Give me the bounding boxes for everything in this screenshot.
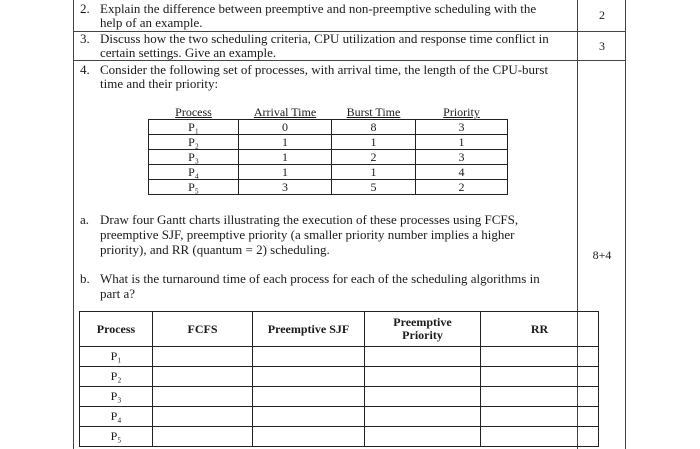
cell-process: P₁ [149, 120, 239, 135]
cell-fcfs[interactable] [153, 387, 253, 407]
cell-arrival: 1 [239, 165, 332, 180]
table-row [80, 387, 599, 407]
cell-preemptive-priority[interactable] [365, 367, 481, 387]
table-row [149, 180, 508, 195]
header-rr: RR [481, 312, 599, 347]
table-row [149, 120, 508, 135]
cell-burst: 2 [332, 150, 416, 165]
header-process: Process [149, 105, 239, 120]
cell-rr[interactable] [481, 427, 599, 447]
cell-arrival: 1 [239, 150, 332, 165]
cell-preemptive-sjf[interactable] [253, 347, 365, 367]
cell-fcfs[interactable] [153, 347, 253, 367]
header-fcfs: FCFS [153, 312, 253, 347]
question-2-line-1: Explain the difference between preemptive and non-preemptive scheduling with the [100, 1, 537, 16]
header-burst-time: Burst Time [332, 105, 416, 120]
cell-arrival: 1 [239, 135, 332, 150]
cell-priority: 3 [416, 150, 508, 165]
cell-burst: 1 [332, 135, 416, 150]
question-3-line-1: Discuss how the two scheduling criteria, CPU utilization and response time conflict in [100, 31, 549, 46]
table-row [149, 135, 508, 150]
cell-process: P₄ [80, 407, 153, 427]
table-row [80, 367, 599, 387]
cell-preemptive-priority[interactable] [365, 347, 481, 367]
cell-preemptive-priority[interactable] [365, 407, 481, 427]
cell-preemptive-priority[interactable] [365, 387, 481, 407]
cell-preemptive-sjf[interactable] [253, 427, 365, 447]
process-table [148, 105, 508, 195]
header-priority-word: Priority [402, 328, 443, 342]
part-a-line-2: preemptive SJF, preemptive priority (a smaller priority number implies a higher [100, 227, 515, 242]
cell-rr[interactable] [481, 347, 599, 367]
question-4-number: 4. [80, 62, 90, 77]
part-a-line-1: Draw four Gantt charts illustrating the execution of these processes using FCFS, [100, 212, 519, 227]
cell-process: P₃ [149, 150, 239, 165]
cell-fcfs[interactable] [153, 367, 253, 387]
part-a-label: a. [80, 212, 90, 227]
question-2-number: 2. [80, 1, 90, 16]
header-preemptive-priority [365, 312, 481, 347]
cell-rr[interactable] [481, 407, 599, 427]
header-preemptive-word: Preemptive [393, 315, 452, 329]
cell-preemptive-priority[interactable] [365, 427, 481, 447]
header-preemptive-sjf: Preemptive SJF [253, 312, 365, 347]
cell-process: P₅ [149, 180, 239, 195]
table-row [149, 150, 508, 165]
cell-process: P₄ [149, 165, 239, 180]
cell-preemptive-sjf[interactable] [253, 387, 365, 407]
header-process: Process [80, 312, 153, 347]
header-priority: Priority [416, 105, 508, 120]
table-row [80, 427, 599, 447]
cell-preemptive-sjf[interactable] [253, 367, 365, 387]
table-row [149, 165, 508, 180]
cell-burst: 8 [332, 120, 416, 135]
cell-preemptive-sjf[interactable] [253, 407, 365, 427]
cell-burst: 1 [332, 165, 416, 180]
cell-rr[interactable] [481, 387, 599, 407]
answer-table-header [80, 312, 599, 347]
part-b-label: b. [80, 271, 90, 286]
cell-process: P₂ [80, 367, 153, 387]
part-b-line-1: What is the turnaround time of each process for each of the scheduling algorithms in [100, 271, 540, 286]
table-row [80, 347, 599, 367]
cell-priority: 1 [416, 135, 508, 150]
row-divider-3-4 [73, 60, 626, 61]
cell-burst: 5 [332, 180, 416, 195]
cell-process: P₂ [149, 135, 239, 150]
frame-left-border [73, 0, 74, 449]
question-3-number: 3. [80, 31, 90, 46]
header-arrival-time: Arrival Time [239, 105, 332, 120]
question-2-line-2: help of an example. [100, 15, 203, 30]
part-b-line-2: part a? [100, 286, 136, 301]
cell-process: P₃ [80, 387, 153, 407]
cell-process: P₅ [80, 427, 153, 447]
cell-arrival: 0 [239, 120, 332, 135]
cell-priority: 3 [416, 120, 508, 135]
cell-fcfs[interactable] [153, 427, 253, 447]
question-4-line-1: Consider the following set of processes, with arrival time, the length of the CPU-burst [100, 62, 549, 77]
question-4-line-2: time and their priority: [100, 76, 219, 91]
process-table-header [149, 105, 508, 120]
cell-fcfs[interactable] [153, 407, 253, 427]
frame-right-border [625, 0, 626, 449]
cell-priority: 4 [416, 165, 508, 180]
part-a-line-3: priority), and RR (quantum = 2) scheduling. [100, 242, 330, 257]
cell-priority: 2 [416, 180, 508, 195]
table-row [80, 407, 599, 427]
question-4-marks: 8+4 [592, 248, 612, 262]
cell-rr[interactable] [481, 367, 599, 387]
answer-table [79, 311, 599, 447]
question-2-marks: 2 [599, 8, 605, 22]
cell-process: P₁ [80, 347, 153, 367]
cell-arrival: 3 [239, 180, 332, 195]
question-3-line-2: certain settings. Give an example. [100, 45, 277, 60]
question-3-marks: 3 [599, 39, 605, 53]
